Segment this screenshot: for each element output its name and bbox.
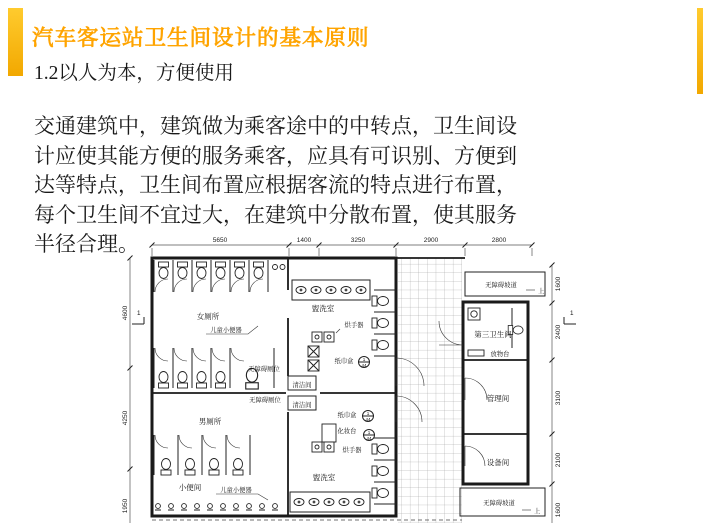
section-mark-right: 1 [570,310,574,317]
section-mark-left: 1 [137,310,141,317]
dim-top-4: 2900 [423,237,439,244]
label-up-bottom: 上 [534,508,541,515]
label-management: 管理间 [486,394,510,403]
label-ramp-bottom: 无障碍坡道 [483,500,515,507]
body-line: 交通建筑中，建筑做为乘客途中的中转点，卫生间设 [34,114,517,138]
accent-bar-right [697,8,703,94]
dim-left-1: 4600 [122,305,129,321]
label-washroom-bottom: 盥洗室 [312,473,336,482]
label-third-toilet: 第三卫生间 [474,330,512,339]
dim-top-3: 3250 [350,237,366,244]
dim-left-2: 4250 [122,410,129,426]
label-up-top: 上 [538,288,545,295]
label-washroom-top: 盥洗室 [311,304,335,313]
floor-plan [118,230,588,523]
body-line: 每个卫生间不宜过大，在建筑中分散布置，使其服务 [34,202,517,227]
body-line: 达等特点，卫生间布置应根据客流的特点进行布置， [34,173,517,197]
label-vanity: 化妆台 [337,428,357,435]
dim-right-1: 1600 [555,276,562,292]
dim-right-2: 2400 [555,324,562,340]
label-cleaning-bottom: 清洁间 [292,402,312,409]
label-child-urinal-top: 儿童小便器 [210,327,242,334]
label-equipment: 设备间 [486,458,510,467]
detail-num-3: 1 [367,430,371,435]
detail-num-2: 1 [366,411,370,416]
dim-right-4: 2100 [555,452,562,468]
label-paper-box-bottom: 纸巾盒 [337,412,357,419]
detail-den-1: 44 [361,363,367,368]
page-title: 汽车客运站卫生间设计的基本原则 [32,26,370,50]
detail-num-1: 1 [362,357,366,362]
detail-den-3: 44 [366,436,372,441]
dim-top-5: 2800 [491,237,507,244]
label-men-toilet: 男厕所 [198,417,222,426]
label-ramp-top: 无障碍坡道 [485,282,517,289]
label-child-urinal-bottom: 儿童小便器 [220,487,252,494]
tiled-corridor [398,258,462,523]
label-urinal-room: 小便间 [178,483,202,492]
label-women-toilet: 女厕所 [196,312,220,321]
label-hand-dryer-bottom: 烘手器 [342,447,362,454]
dim-right-3: 3100 [555,390,562,406]
label-hand-dryer-top: 烘手器 [344,322,364,329]
label-paper-box-top: 纸巾盒 [334,358,354,365]
dim-top-1: 5650 [212,237,228,244]
floor-plan-drawing [118,230,588,523]
body-line: 半径合理。 [34,232,139,256]
detail-den-2: 44 [365,417,371,422]
label-shelf: 放物台 [490,351,510,358]
body-line: 计应使其能方便的服务乘客，应具有可识别、方便到 [34,143,517,168]
women-toilet-area [154,260,285,389]
label-accessible-stall-women: 无障碍厕位 [248,366,280,373]
dim-right-5: 1600 [555,502,562,518]
label-cleaning-top: 清洁间 [292,382,312,389]
dim-left-3: 1950 [122,498,129,514]
section-subtitle: 1.2以人为本，方便使用 [34,63,234,84]
accent-bar-left [8,8,23,76]
men-toilet-area [154,395,281,510]
label-accessible-stall-men: 无障碍厕位 [249,397,281,404]
dim-top-2: 1400 [296,237,312,244]
